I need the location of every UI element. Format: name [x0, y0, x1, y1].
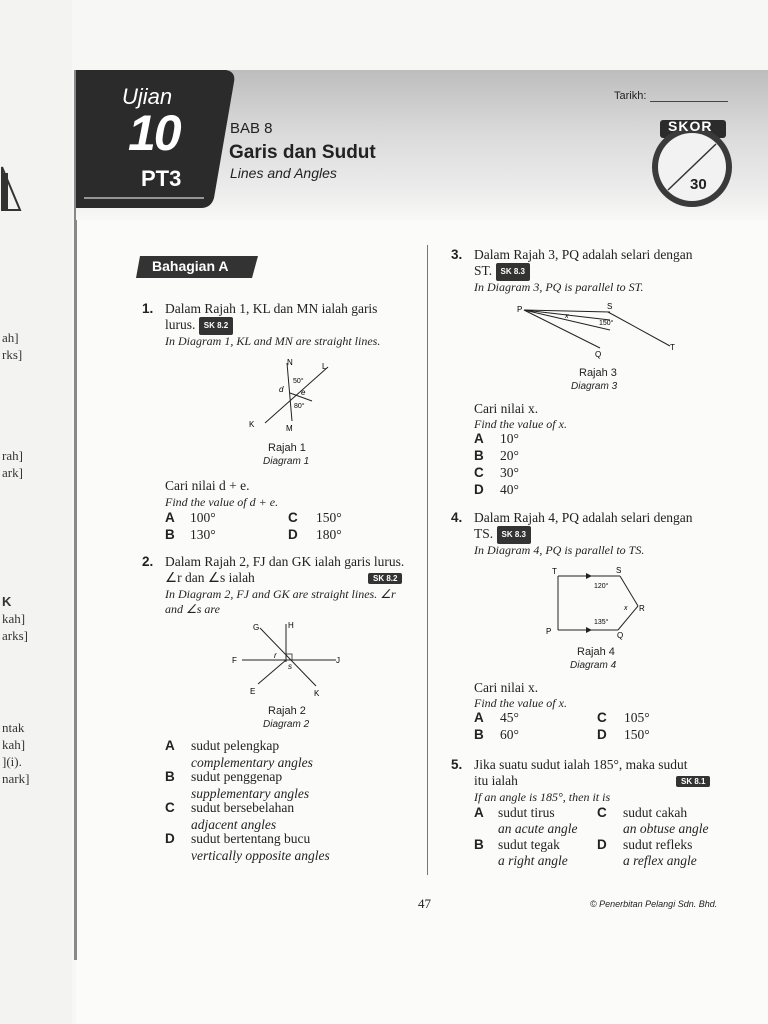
- q4-ask-en: Find the value of x.: [474, 696, 567, 710]
- q3-text-en: In Diagram 3, PQ is parallel to ST.: [474, 280, 644, 294]
- q5-option-b-key[interactable]: B: [474, 837, 484, 852]
- q3-option-c-key[interactable]: C: [474, 465, 484, 480]
- q4-option-a-key[interactable]: A: [474, 710, 484, 725]
- svg-text:d: d: [279, 385, 284, 394]
- q4-option-b[interactable]: 60°: [500, 727, 519, 742]
- svg-text:P: P: [517, 305, 523, 314]
- q1-ask: Cari nilai d + e.: [165, 478, 250, 493]
- q5-option-a[interactable]: sudut tirus: [498, 805, 555, 820]
- svg-text:G: G: [253, 623, 260, 632]
- section-title: Bahagian A: [152, 258, 229, 274]
- svg-text:80°: 80°: [294, 403, 305, 410]
- q4-ask: Cari nilai x.: [474, 680, 539, 695]
- q1-text-ms: Dalam Rajah 1, KL dan MN ialah garis lurus. SK 8.2: [165, 301, 377, 335]
- q1-option-b-key[interactable]: B: [165, 527, 175, 542]
- margin-text-5: K: [2, 594, 12, 609]
- q4-option-d-key[interactable]: D: [597, 727, 607, 742]
- q2-option-d[interactable]: sudut bertentang bucu: [191, 831, 311, 846]
- ujian-number: 10: [128, 105, 180, 161]
- publisher-credit: © Penerbitan Pelangi Sdn. Bhd.: [590, 899, 718, 909]
- q2-option-a-en: complementary angles: [191, 755, 313, 770]
- q2-skill-tag: SK 8.2: [368, 573, 402, 584]
- q1-skill-tag: SK 8.2: [199, 317, 233, 335]
- q5-option-a-en: an acute angle: [498, 821, 578, 836]
- svg-text:J: J: [336, 656, 340, 665]
- q5-option-c-en: an obtuse angle: [623, 821, 709, 836]
- svg-text:P: P: [546, 627, 552, 636]
- q2-option-b-key[interactable]: B: [165, 769, 175, 784]
- svg-text:S: S: [607, 302, 613, 311]
- q3-text-ms: Dalam Rajah 3, PQ adalah selari dengan ST. SK 8.3: [474, 247, 693, 281]
- q4-text-en: In Diagram 4, PQ is parallel to TS.: [474, 543, 645, 557]
- q3-caption: Rajah 3: [579, 367, 617, 379]
- q3-option-c[interactable]: 30°: [500, 465, 519, 480]
- svg-text:150°: 150°: [599, 320, 614, 327]
- svg-text:120°: 120°: [594, 583, 609, 590]
- q2-diagram: [228, 616, 348, 700]
- q4-option-c[interactable]: 105°: [624, 710, 650, 725]
- q3-caption-en: Diagram 3: [571, 381, 618, 392]
- q5-text-ms-b: itu ialah: [474, 773, 518, 788]
- q2-option-b-en: supplementary angles: [191, 786, 310, 801]
- svg-text:S: S: [616, 566, 622, 575]
- q1-diagram: [240, 355, 340, 435]
- svg-text:r: r: [274, 651, 277, 660]
- q2-caption-en: Diagram 2: [263, 719, 310, 730]
- q3-option-d[interactable]: 40°: [500, 482, 519, 497]
- q1-option-a[interactable]: 100°: [190, 510, 216, 525]
- chapter-subtitle: Lines and Angles: [230, 165, 337, 181]
- q4-option-d[interactable]: 150°: [624, 727, 650, 742]
- q5-skill-tag: SK 8.1: [676, 776, 710, 787]
- margin-text-3: rah]: [2, 448, 23, 463]
- q5-text-en: If an angle is 185°, then it is: [474, 790, 611, 804]
- q2-option-b[interactable]: sudut penggenap: [191, 769, 283, 784]
- q1-option-d[interactable]: 180°: [316, 527, 342, 542]
- q1-option-c[interactable]: 150°: [316, 510, 342, 525]
- q4-caption: Rajah 4: [577, 646, 615, 658]
- q2-option-d-key[interactable]: D: [165, 831, 175, 846]
- q2-option-c-key[interactable]: C: [165, 800, 175, 815]
- svg-text:x: x: [565, 313, 569, 320]
- triangle-fragment-icon: [0, 165, 22, 215]
- margin-text-2: rks]: [2, 347, 23, 362]
- margin-text-11: nark]: [2, 771, 30, 786]
- q2-text-ms-b: ∠r dan ∠s ialah: [165, 570, 255, 585]
- svg-text:N: N: [287, 358, 293, 367]
- q4-skill-tag: SK 8.3: [497, 526, 531, 544]
- margin-text-1: ah]: [2, 330, 19, 345]
- chapter-number: BAB 8: [230, 120, 273, 137]
- q5-number: 5.: [451, 757, 463, 772]
- q5-option-c-key[interactable]: C: [597, 805, 607, 820]
- svg-text:Q: Q: [595, 350, 602, 359]
- q2-option-a-key[interactable]: A: [165, 738, 175, 753]
- q4-option-a[interactable]: 45°: [500, 710, 519, 725]
- q1-option-d-key[interactable]: D: [288, 527, 298, 542]
- q3-number: 3.: [451, 247, 463, 262]
- svg-text:50°: 50°: [293, 378, 304, 385]
- svg-text:Q: Q: [617, 631, 624, 640]
- svg-text:s: s: [288, 662, 292, 671]
- q5-option-b-en: a right angle: [498, 853, 568, 868]
- q5-text-ms-a: Jika suatu sudut ialah 185°, maka sudut: [474, 757, 688, 772]
- q1-ask-en: Find the value of d + e.: [165, 495, 279, 509]
- q2-option-d-en: vertically opposite angles: [191, 848, 330, 863]
- svg-text:K: K: [314, 689, 320, 698]
- svg-text:H: H: [288, 621, 294, 630]
- q1-caption-en: Diagram 1: [263, 456, 310, 467]
- chapter-title: Garis dan Sudut: [229, 142, 376, 163]
- svg-text:135°: 135°: [594, 619, 609, 626]
- q2-caption: Rajah 2: [268, 705, 306, 717]
- svg-text:R: R: [639, 604, 645, 613]
- margin-text-9: kah]: [2, 737, 26, 752]
- q5-option-b[interactable]: sudut tegak: [498, 837, 560, 852]
- column-divider: [427, 245, 428, 875]
- q3-ask-en: Find the value of x.: [474, 417, 567, 431]
- q3-option-d-key[interactable]: D: [474, 482, 484, 497]
- q1-option-a-key[interactable]: A: [165, 510, 175, 525]
- margin-text-6: kah]: [2, 611, 26, 626]
- q1-text-en: In Diagram 1, KL and MN are straight lines.: [165, 334, 381, 348]
- svg-text:T: T: [552, 567, 557, 576]
- q1-number: 1.: [142, 301, 154, 316]
- svg-text:K: K: [249, 420, 255, 429]
- q3-option-b[interactable]: 20°: [500, 448, 519, 463]
- q2-option-c[interactable]: sudut bersebelahan: [191, 800, 295, 815]
- q2-option-c-en: adjacent angles: [191, 817, 277, 832]
- q1-option-c-key[interactable]: C: [288, 510, 298, 525]
- ujian-label: Ujian: [122, 84, 173, 109]
- date-field[interactable]: [650, 101, 728, 102]
- score-total: 30: [690, 176, 707, 193]
- q5-option-d-key[interactable]: D: [597, 837, 607, 852]
- svg-text:E: E: [250, 687, 256, 696]
- q2-text-en-a: In Diagram 2, FJ and GK are straight lines. ∠r: [165, 587, 396, 601]
- q4-caption-en: Diagram 4: [570, 660, 617, 671]
- q1-caption: Rajah 1: [268, 442, 306, 454]
- margin-text-10: ](i).: [2, 754, 22, 769]
- margin-text-7: arks]: [2, 628, 28, 643]
- q5-option-c[interactable]: sudut cakah: [623, 805, 688, 820]
- q5-option-d-en: a reflex angle: [623, 853, 697, 868]
- q2-text-en-b: and ∠s are: [165, 602, 220, 616]
- margin-text-4: ark]: [2, 465, 23, 480]
- left-margin: [0, 0, 72, 1024]
- q3-ask: Cari nilai x.: [474, 401, 539, 416]
- q2-option-a[interactable]: sudut pelengkap: [191, 738, 280, 753]
- q2-text-ms-a: Dalam Rajah 2, FJ dan GK ialah garis lurus.: [165, 554, 405, 569]
- q4-diagram: [540, 564, 660, 640]
- q4-option-c-key[interactable]: C: [597, 710, 607, 725]
- q4-number: 4.: [451, 510, 463, 525]
- q5-option-a-key[interactable]: A: [474, 805, 484, 820]
- q3-diagram: [510, 300, 690, 362]
- q4-option-b-key[interactable]: B: [474, 727, 484, 742]
- q5-option-d[interactable]: sudut refleks: [623, 837, 693, 852]
- svg-text:L: L: [322, 362, 327, 371]
- svg-text:T: T: [670, 343, 675, 352]
- q3-option-a[interactable]: 10°: [500, 431, 519, 446]
- q3-option-a-key[interactable]: A: [474, 431, 484, 446]
- q1-option-b[interactable]: 130°: [190, 527, 216, 542]
- q3-option-b-key[interactable]: B: [474, 448, 484, 463]
- q3-skill-tag: SK 8.3: [496, 263, 530, 281]
- date-label: Tarikh:: [614, 90, 647, 102]
- page-number: 47: [418, 896, 431, 911]
- margin-text-8: ntak: [2, 720, 25, 735]
- score-label: SKOR: [668, 118, 713, 134]
- q2-number: 2.: [142, 554, 154, 569]
- svg-text:e: e: [301, 388, 306, 397]
- q4-text-ms: Dalam Rajah 4, PQ adalah selari dengan TS. SK 8.3: [474, 510, 693, 544]
- svg-text:x: x: [624, 605, 628, 612]
- svg-text:M: M: [286, 424, 293, 433]
- pt3-label: PT3: [141, 166, 182, 191]
- svg-text:F: F: [232, 656, 237, 665]
